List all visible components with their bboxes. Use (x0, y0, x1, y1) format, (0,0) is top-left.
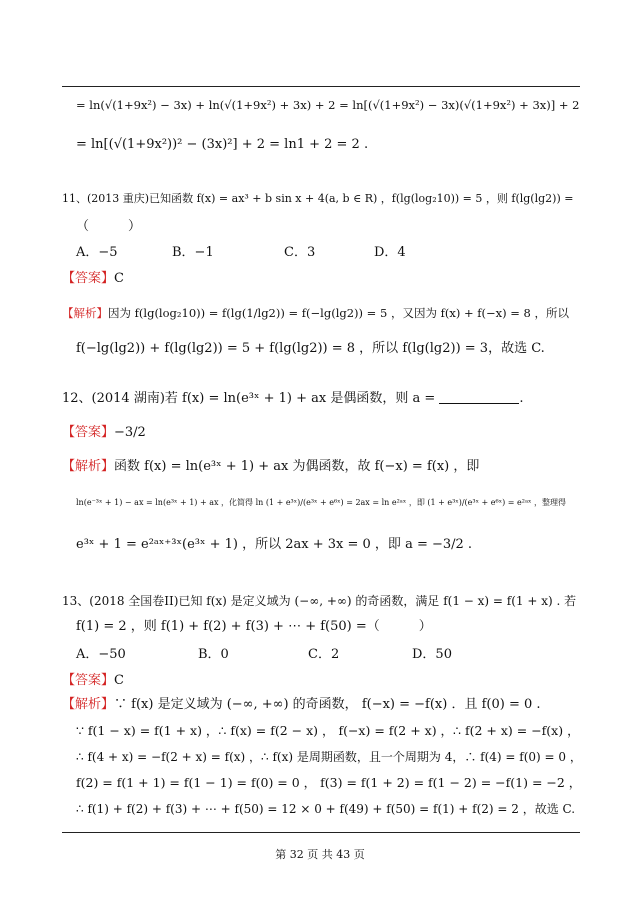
q13-stem-1: 13、(2018 全国卷II)已知 f(x) 是定义域为 (−∞, +∞) 的奇函数，满足 f(1 − x) = f(1 + x) . 若 (62, 594, 577, 608)
q13-options (76, 646, 452, 664)
q11-paren: （ ） (76, 219, 142, 234)
q13-analysis-tag: 【解析】 (62, 697, 115, 712)
q12-answer-value: −3/2 (114, 425, 146, 440)
q11-option-d: D．4 (374, 245, 406, 260)
q12-analysis-2: ln(e⁻³ˣ + 1) − ax = ln(e³ˣ + 1) + ax ，化简得 ln (1 + e³ˣ)/(e³ˣ + e⁶ˣ) = 2ax = ln e²ᵃˣ ，即 (1 + e³ˣ)/(e³ˣ + e⁶ˣ) = e²ᵃˣ ，整理得 (76, 498, 566, 507)
q12-analysis-3: e³ˣ + 1 = e²ᵃˣ⁺³ˣ(e³ˣ + 1) ，所以 2ax + 3x = 0 ，即 a = −3/2 . (76, 537, 473, 552)
q11-option-a: A．−5 (76, 245, 118, 260)
q11-analysis-2: f(−lg(lg2)) + f(lg(lg2)) = 5 + f(lg(lg2)) = 8 ，所以 f(lg(lg2)) = 3，故选 C. (76, 341, 545, 356)
continuation-line-2: = ln[(√(1+9x²))² − (3x)²] + 2 = ln1 + 2 = 2 . (76, 137, 369, 152)
q11-options (76, 244, 406, 262)
bottom-rule (62, 832, 580, 833)
q12-stem-end: . (519, 391, 524, 406)
q11-answer-tag: 【答案】 (62, 271, 115, 286)
q12-stem-text: 12、(2014 湖南)若 f(x) = ln(e³ˣ + 1) + ax 是偶函数，则 a = (62, 391, 436, 406)
q12-answer (62, 424, 146, 442)
q13-analysis-1 (62, 696, 541, 714)
q13-answer-tag: 【答案】 (62, 673, 115, 688)
q11-analysis-tag: 【解析】 (62, 306, 108, 320)
q12-analysis-text-1: 函数 f(x) = ln(e³ˣ + 1) + ax 为偶函数，故 f(−x) = f(x) ，即 (114, 459, 480, 474)
q13-answer (62, 672, 124, 690)
q13-option-c: C．2 (308, 647, 340, 662)
q12-answer-tag: 【答案】 (62, 425, 115, 440)
q13-answer-value: C (114, 673, 124, 688)
q12-stem (62, 390, 524, 408)
q12-analysis-tag: 【解析】 (62, 459, 115, 474)
q11-analysis-1 (62, 304, 569, 322)
q13-option-a: A．−50 (76, 647, 126, 662)
q13-stem-2: f(1) = 2 ，则 f(1) + f(2) + f(3) + ⋯ + f(50) =（ ） (76, 619, 432, 634)
q11-answer (62, 270, 124, 288)
q11-stem: 11、(2013 重庆)已知函数 f(x) = ax³ + b sin x + 4(a, b ∈ R) ，f(lg(log₂10)) = 5 ，则 f(lg(lg2)) = (62, 192, 574, 205)
q12-analysis-1 (62, 458, 479, 476)
q13-analysis-5: ∴ f(1) + f(2) + f(3) + ⋯ + f(50) = 12 × 0 + f(49) + f(50) = f(1) + f(2) = 2 ，故选 C. (76, 802, 576, 816)
page-footer: 第 32 页 共 43 页 (275, 848, 365, 861)
q13-analysis-4: f(2) = f(1 + 1) = f(1 − 1) = f(0) = 0 ， f(3) = f(1 + 2) = f(1 − 2) = −f(1) = −2 ， (76, 775, 582, 790)
q11-answer-value: C (114, 271, 124, 286)
q13-analysis-text-1: ∵ f(x) 是定义域为 (−∞, +∞) 的奇函数， f(−x) = −f(x) ．且 f(0) = 0 . (114, 697, 541, 712)
q11-analysis-text-1: 因为 f(lg(log₂10)) = f(lg(1/lg2)) = f(−lg(lg2)) = 5 ，又因为 f(x) + f(−x) = 8 ，所以 (108, 306, 570, 320)
q13-option-d: D．50 (412, 647, 452, 662)
q13-option-b: B．0 (198, 647, 229, 662)
q13-analysis-2: ∵ f(1 − x) = f(1 + x) ，∴ f(x) = f(2 − x) ， f(−x) = f(2 + x) ，∴ f(2 + x) = −f(x) ， (76, 723, 580, 738)
q11-option-b: B．−1 (172, 245, 214, 260)
q12-blank (439, 391, 519, 404)
top-rule (62, 86, 580, 87)
q13-analysis-3: ∴ f(4 + x) = −f(2 + x) = f(x) ，∴ f(x) 是周期函数，且一个周期为 4，∴ f(4) = f(0) = 0 ， (76, 750, 582, 764)
continuation-line-1: = ln(√(1+9x²) − 3x) + ln(√(1+9x²) + 3x) + 2 = ln[(√(1+9x²) − 3x)(√(1+9x²) + 3x)] + 2 (76, 98, 580, 112)
q11-option-c: C．3 (284, 245, 316, 260)
